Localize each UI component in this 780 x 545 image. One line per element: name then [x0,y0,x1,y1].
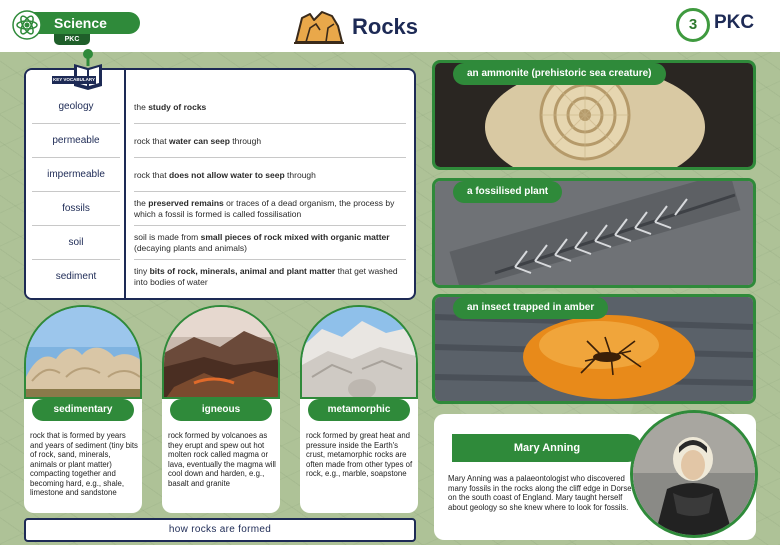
atom-icon [12,10,42,40]
mary-anning-title: Mary Anning [452,434,642,462]
brand-name: PKC [714,12,755,33]
metamorphic-rock-image [300,305,418,399]
mary-anning-panel [434,414,756,540]
mary-anning-portrait [630,410,758,538]
definition-text: rock that does not allow water to seep through [134,169,316,180]
rock-card-igneous [162,305,280,513]
vocab-term: sediment [55,271,97,282]
page-title-group [292,8,492,46]
rock-card-metamorphic [300,305,418,513]
subject-label: Science [32,12,140,34]
vocab-term: permeable [52,135,100,146]
rock-type-label: sedimentary [32,399,134,421]
rock-type-label: metamorphic [308,399,410,421]
sedimentary-rock-image [24,305,142,399]
vocab-definition [134,260,406,294]
year-badge: 3 [676,8,710,42]
vocab-definition [134,90,406,124]
vocab-term: fossils [62,203,90,214]
definition-text: soil is made from small pieces of rock mixed with organic matter (decaying plants and animals) [134,232,390,253]
rock-type-description: rock that is formed by years and years of sediment (tiny bits of rock, sand, minerals, animals or plant matter) compacting together and becoming hard, e.g., shale, limestone and sandstone [30,431,138,497]
vocab-definition [134,192,406,226]
photo-caption: an ammonite (prehistoric sea creature) [453,63,666,85]
vocab-term: geology [58,101,94,112]
key-vocabulary-panel [24,68,416,300]
vocab-term: impermeable [47,169,105,180]
amber-insect-photo [432,294,756,404]
page-title: Rocks [352,14,419,39]
key-vocabulary-badge: KEY VOCABULARY [52,77,95,82]
vocab-definition [134,226,406,260]
rock-type-label: igneous [170,399,272,421]
vocab-row [26,192,414,226]
mary-anning-bio: Mary Anning was a palaeontologist who discovered many fossils in the rocks along the cliff edge in Dorset on the south coast of England. Mary taught herself about geology so she knew where to look for fossils. [448,474,634,512]
rock-icon [292,8,346,46]
vocab-row [26,158,414,192]
vocab-row [26,124,414,158]
header [0,0,780,52]
subject-sub-label: PKC [54,34,90,45]
how-rocks-are-formed-bar: how rocks are formed [24,518,416,542]
vocab-definition [134,158,406,192]
vocab-row [26,90,414,124]
rock-card-sedimentary [24,305,142,513]
vocab-row [26,260,414,294]
definition-text: rock that water can seep through [134,135,262,146]
subject-tab [12,10,140,43]
rock-type-description: rock formed by great heat and pressure inside the Earth's crust, metamorphic rocks are often made from other types of rock, e.g., marble, soapstone [306,431,413,478]
definition-text: tiny bits of rock, minerals, animal and plant matter that get washed into bodies of water [134,266,398,287]
definition-text: the study of rocks [134,101,207,112]
vocab-definition [134,124,406,158]
vocab-row [26,226,414,260]
ammonite-photo [432,60,756,170]
vocab-term: soil [68,237,84,248]
brand-logo [676,8,760,44]
fossil-plant-photo [432,178,756,288]
definition-text: the preserved remains or traces of a dead organism, the process by which a fossil is formed is called fossilisation [134,198,395,219]
rock-type-description: rock formed by volcanoes as they erupt and spew out hot molten rock called magma or lava, eventually the magma will cool down and harden, e.g., basalt and granite [168,431,276,488]
igneous-rock-image [162,305,280,399]
photo-caption: a fossilised plant [453,181,562,203]
photo-caption: an insect trapped in amber [453,297,608,319]
